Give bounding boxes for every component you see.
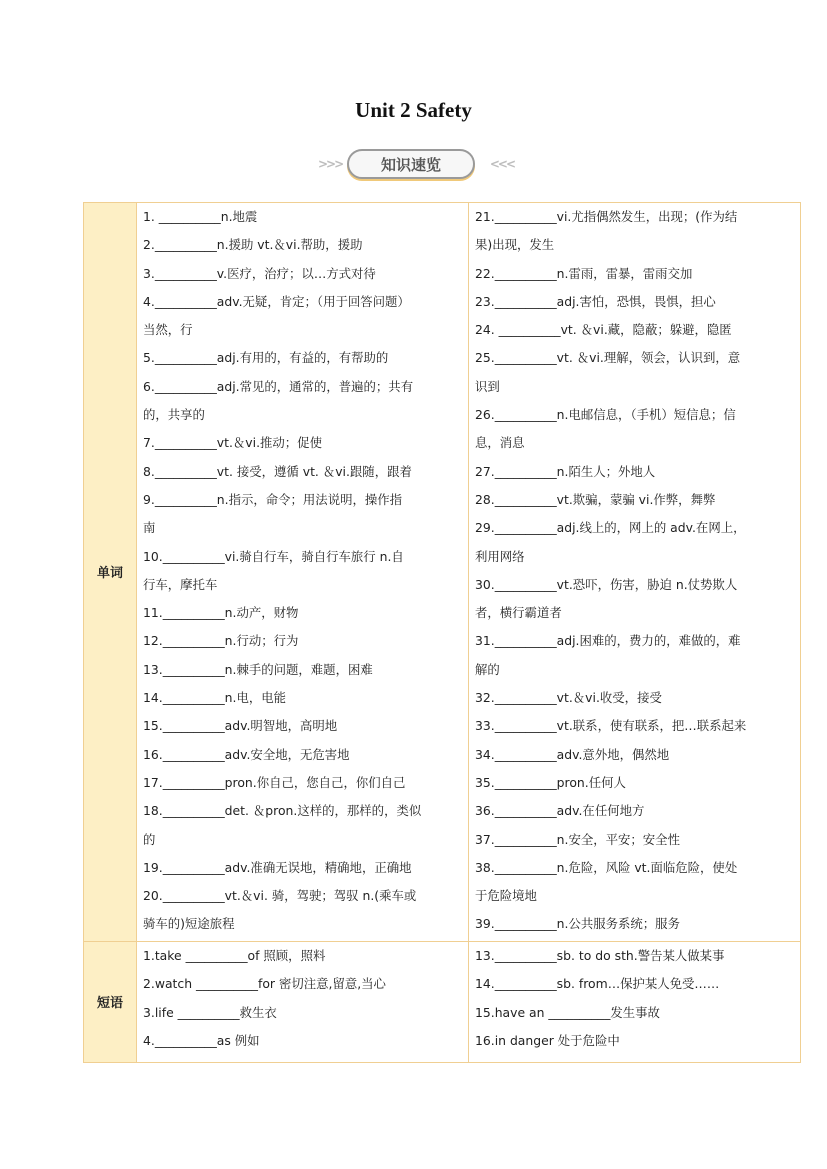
list-item: 34.__________adv.意外地，偶然地 (475, 746, 670, 762)
list-item: 当然，行 (143, 322, 193, 338)
list-item: 12.__________n.行动；行为 (143, 633, 299, 649)
list-item: 22.__________n.雷雨，雷暴，雷雨交加 (475, 265, 693, 281)
list-item: 3.life __________救生衣 (143, 1004, 277, 1020)
section-banner (318, 149, 514, 183)
list-item: 36.__________adv.在任何地方 (475, 803, 645, 819)
list-item: 1.take __________of 照顾，照料 (143, 947, 326, 963)
list-item: 21.__________vi.尤指偶然发生，出现；(作为结 (475, 209, 738, 224)
page-title: Unit 2 Safety (355, 98, 472, 122)
list-item: 39.__________n.公共服务系统；服务 (475, 916, 680, 932)
list-item: 10.__________vi.骑自行车，骑自行车旅行 n.自 (143, 548, 404, 564)
list-item: 25.__________vt. ＆vi.理解，领会，认识到，意 (475, 350, 741, 366)
list-item: 息，消息 (475, 435, 525, 451)
list-item: 2.__________n.援助 vt.＆vi.帮助，援助 (143, 237, 363, 253)
list-item: 23.__________adj.害怕，恐惧，畏惧，担心 (475, 293, 716, 309)
list-item: 11.__________n.动产，财物 (143, 605, 299, 621)
list-item: 16.in danger 处于危险中 (475, 1033, 620, 1049)
list-item: 13.__________n.棘手的问题，难题，困难 (143, 661, 373, 677)
list-item: 14.__________n.电，电能 (143, 690, 287, 706)
list-item: 8.__________vt. 接受，遵循 vt. ＆vi.跟随，跟着 (143, 463, 412, 479)
list-item: 33.__________vt.联系，使有联系，把…联系起来 (475, 718, 747, 734)
list-item: 3.__________v.医疗，治疗；以…方式对待 (143, 265, 376, 281)
table-row-words (84, 203, 801, 942)
list-item: 解的 (475, 661, 500, 677)
left-arrows-icon: >>> (318, 157, 343, 171)
list-item: 15.have an __________发生事故 (475, 1004, 660, 1020)
list-item: 5.__________adj.有用的，有益的，有帮助的 (143, 350, 389, 366)
phrases-left-column (137, 941, 469, 1062)
list-item: 4.__________as 例如 (143, 1033, 260, 1049)
list-item: 13.__________sb. to do sth.警告某人做某事 (475, 947, 725, 963)
right-arrows-icon: <<< (489, 157, 514, 171)
list-item: 骑车的)短途旅程 (143, 916, 235, 932)
list-item: 果)出现，发生 (475, 237, 555, 253)
list-item: 27.__________n.陌生人；外地人 (475, 463, 656, 479)
words-left-column (137, 203, 469, 942)
list-item: 18.__________det. ＆pron.这样的，那样的，类似 (143, 803, 422, 819)
list-item: 1. __________n.地震 (143, 209, 258, 224)
list-item: 于危险境地 (475, 888, 537, 904)
list-item: 的 (143, 831, 156, 847)
list-item: 9.__________n.指示，命令；用法说明，操作指 (143, 491, 403, 507)
category-words: 单词 (84, 203, 137, 942)
banner-label: 知识速览 (347, 149, 475, 179)
list-item: 6.__________adj.常见的，通常的，普遍的；共有 (143, 378, 414, 394)
list-item: 31.__________adj.困难的，费力的，难做的，难 (475, 633, 741, 649)
phrases-right-column (469, 941, 801, 1062)
list-item: 19.__________adv.准确无误地，精确地，正确地 (143, 859, 412, 875)
list-item: 26.__________n.电邮信息，（手机）短信息；信 (475, 407, 736, 423)
category-phrases: 短语 (84, 941, 137, 1062)
list-item: 35.__________pron.任何人 (475, 774, 626, 790)
table-row-phrases (84, 941, 801, 1062)
list-item: 29.__________adj.线上的，网上的 adv.在网上， (475, 520, 746, 536)
list-item: 20.__________vt.＆vi. 骑，驾驶；驾驭 n.(乘车或 (143, 888, 417, 904)
list-item: 16.__________adv.安全地，无危害地 (143, 746, 350, 762)
list-item: 17.__________pron.你自己，您自己，你们自己 (143, 774, 406, 790)
list-item: 行车，摩托车 (143, 576, 218, 592)
list-item: 识到 (475, 378, 500, 394)
list-item: 4.__________adv.无疑，肯定；（用于回答问题） (143, 293, 410, 309)
list-item: 37.__________n.安全，平安；安全性 (475, 831, 680, 847)
vocabulary-table (83, 202, 801, 1063)
list-item: 14.__________sb. from…保护某人免受…… (475, 976, 720, 992)
list-item: 32.__________vt.＆vi.收受，接受 (475, 690, 662, 706)
list-item: 24. __________vt. ＆vi.藏，隐蔽；躲避，隐匿 (475, 322, 732, 338)
list-item: 利用网络 (475, 548, 525, 564)
list-item: 38.__________n.危险，风险 vt.面临危险，使处 (475, 859, 738, 875)
list-item: 30.__________vt.恐吓，伤害，胁迫 n.仗势欺人 (475, 576, 738, 592)
list-item: 15.__________adv.明智地，高明地 (143, 718, 338, 734)
list-item: 南 (143, 520, 156, 536)
list-item: 2.watch __________for 密切注意,留意,当心 (143, 976, 386, 992)
list-item: 28.__________vt.欺骗，蒙骗 vi.作弊，舞弊 (475, 491, 716, 507)
list-item: 7.__________vt.＆vi.推动；促使 (143, 435, 322, 451)
list-item: 的，共享的 (143, 407, 205, 423)
words-right-column (469, 203, 801, 942)
list-item: 者，横行霸道者 (475, 605, 562, 621)
